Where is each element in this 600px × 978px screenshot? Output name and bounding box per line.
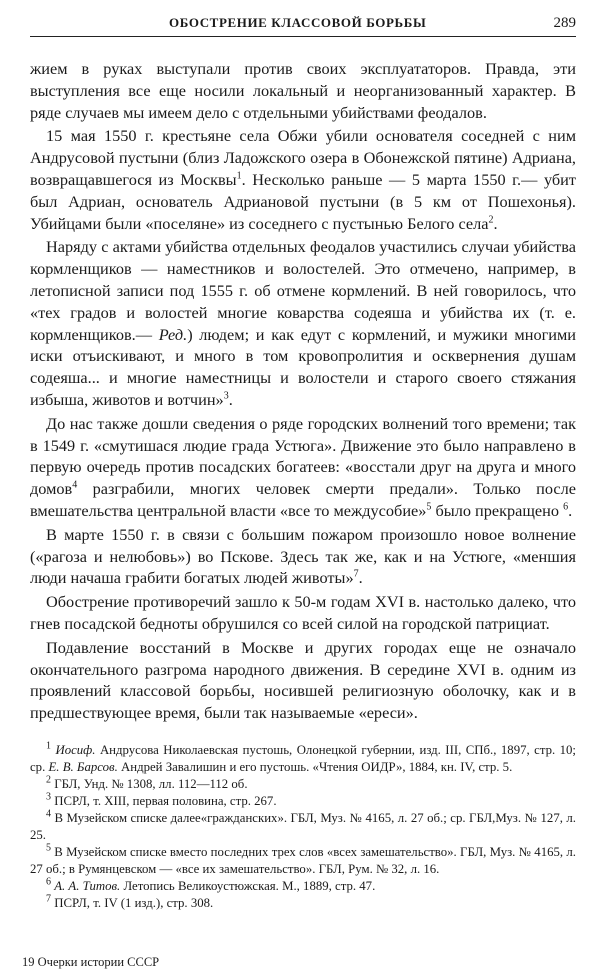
printer-signature: 19 Очерки истории СССР bbox=[22, 955, 160, 969]
footnote-ref-5[interactable]: 5 bbox=[426, 501, 432, 513]
paragraph-5: В марте 1550 г. в связи с большим пожаром произошло новое волнение («рагоза и нелюбовь») во Пскове. Здесь так же, как и на Устюге, «меншия люди начаша грабити богатых людей животы»$^7$. bbox=[30, 524, 576, 588]
page-number: 289 bbox=[553, 15, 576, 31]
footnote-2: $^2$ ГБЛ, Унд. № 1308, лл. 112—112 об. bbox=[46, 774, 248, 791]
footnote-4: $^4$ В Музейском списке далее«гражданских». ГБЛ, Муз. № 4165, л. 27 об.; ср. ГБЛ,Муз. № 127, л. 25. bbox=[30, 808, 576, 842]
footnote-ref-1[interactable]: 1 bbox=[236, 170, 242, 182]
footnote-5: $^5$ В Музейском списке вместо последних трех слов «всех замешательство». ГБЛ, Муз. № 4165, л. 27 об.; в Румянцевском — «все их замешательство». ГБЛ, Рум. № 32, л. 16. bbox=[30, 842, 576, 876]
footnote-6: $^6$ А. А. Титов. Летопись Великоустюжская. М., 1889, стр. 47. bbox=[46, 876, 376, 893]
header-rule bbox=[30, 36, 576, 37]
page-header bbox=[30, 11, 576, 37]
footnotes bbox=[30, 742, 576, 912]
paragraph-4: До нас также дошли сведения о ряде городских волнений того времени; так в 1549 г. «смутишася людие града Устюга». Движение это было направлено в первую очередь против посадских богатеев: «восстали друг на друга и много домов$^4$ разграбили, многих человек смерти предали». Только после вмешательства центральной власти «все то междусобие»$^5$ было прекращено $^6$. bbox=[30, 413, 576, 520]
footnote-ref-7[interactable]: 7 bbox=[353, 568, 359, 580]
paragraph-2: 15 мая 1550 г. крестьяне села Обжи убили основателя соседней с ним Андрусовой пустыни (близ Ладожского озера в Обонежской пятине) Адриана, возвращавшегося из Москвы$^1$. Несколько раньше — 5 марта 1550 г.— убит был Адриан, основатель Адриановой пустыни (в 5 км от Пошехонья). Убийцами были «поселяне» из соседнего с пустынью Белого села$^2$. bbox=[30, 126, 576, 233]
body-text bbox=[30, 58, 576, 726]
footnote-7: $^7$ ПСРЛ, т. IV (1 изд.), стр. 308. bbox=[46, 893, 214, 910]
footnote-1: $^1$ Иосиф. Андрусова Николаевская пустошь, Олонецкой губернии, изд. III, СПб., 1897, стр. 10; ср. Е. В. Барсов. Андрей Завалишин и его пустошь. «Чтения ОИДР», 1884, кн. IV, стр. 5. bbox=[30, 740, 576, 774]
running-title: ОБОСТРЕНИЕ КЛАССОВОЙ БОРЬБЫ bbox=[169, 15, 427, 30]
paragraph-7: Подавление восстаний в Москве и других городах еще не означало окончательного разгрома народного движения. В середине XVI в. одним из проявлений классовой борьбы, носившей религиозную оболочку, как и в предшествующее время, были так называемые «ереси». bbox=[30, 637, 576, 723]
paragraph-6: Обострение противоречий зашло к 50-м годам XVI в. настолько далеко, что гнев посадской бедноты обрушился со всей силой на городской патрициат. bbox=[30, 592, 576, 633]
footnote-ref-4[interactable]: 4 bbox=[72, 479, 78, 491]
footnote-3: $^3$ ПСРЛ, т. XIII, первая половина, стр. 267. bbox=[46, 791, 277, 808]
footnote-ref-3[interactable]: 3 bbox=[223, 390, 229, 402]
footnote-ref-2[interactable]: 2 bbox=[488, 214, 494, 226]
paragraph-1: жием в руках выступали против своих эксплуататоров. Правда, эти выступления все еще носили локальный и неорганизованный характер. В ряде случаев мы имеем дело с отдельными убийствами феодалов. bbox=[30, 59, 576, 122]
footnote-ref-6[interactable]: 6 bbox=[563, 501, 569, 513]
paragraph-3: Наряду с актами убийства отдельных феодалов участились случаи убийства кормленщиков — наместников и волостелей. Это отмечено, например, в летописной записи под 1555 г. об отмене кормлений. В ней говорилось, что «тех градов и волостей многие коварства содеяша и убийства их (т. е. кормленщиков.— Ред.) людем; и как едут с кормлений, и мужики многими иски отъискивают, и много в том кровопролития и осквернения душам содеяша... и многие наместницы и волостели и старого своего стяжания избыша, животов и вотчин»$^3$. bbox=[30, 237, 576, 409]
